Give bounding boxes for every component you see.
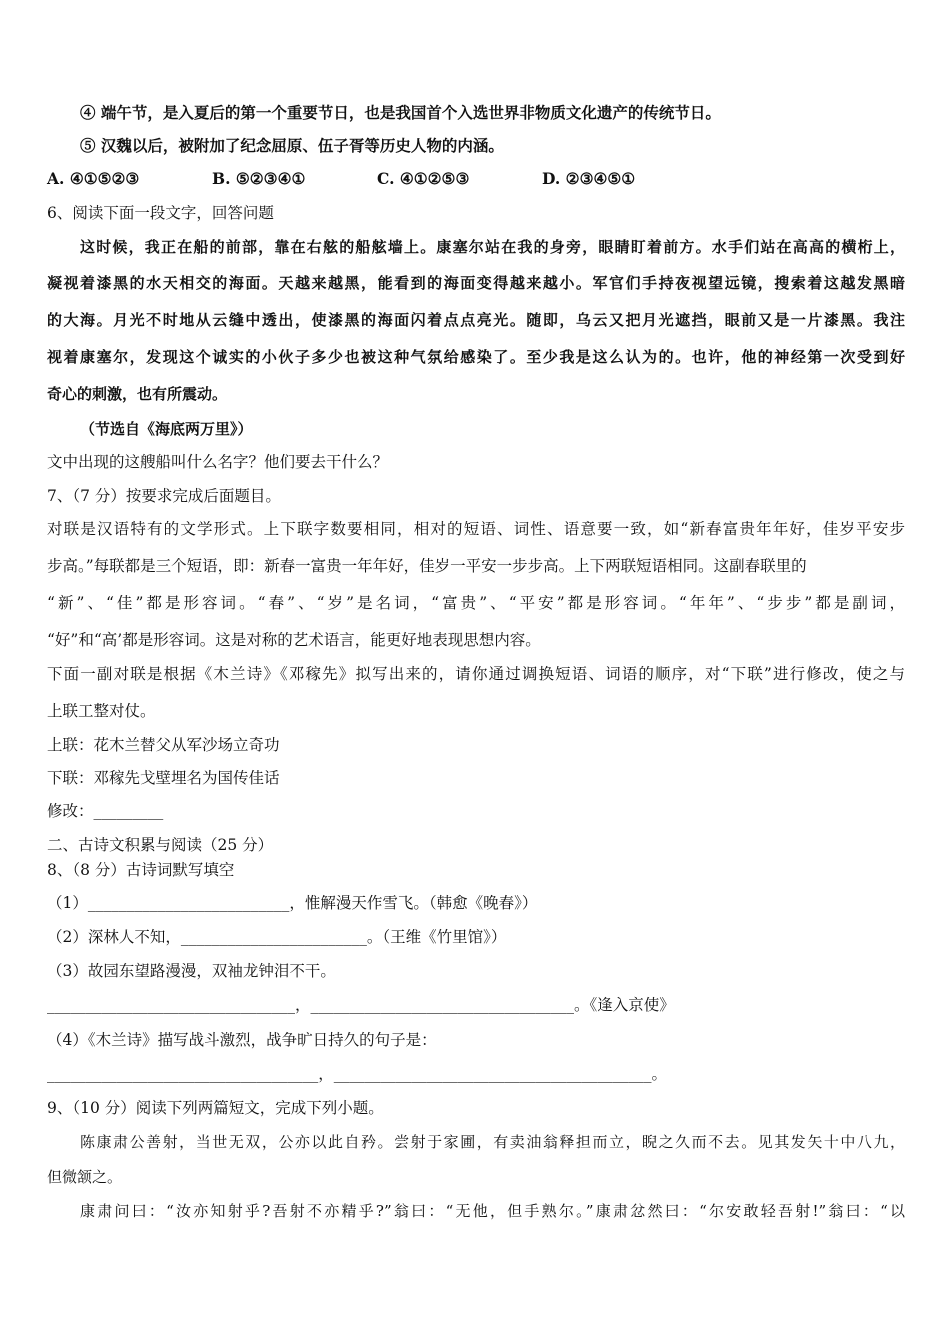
passage-source: （节选自《海底两万里》）: [80, 420, 253, 438]
section-heading: 二、古诗文积累与阅读（25 分）: [47, 836, 274, 854]
question-6-title: 6、阅读下面一段文字，回答问题: [47, 204, 274, 222]
answer-blank: 修改：_________: [47, 802, 164, 820]
fill-blank-line: ________________________________，__________________________________。《逢入京使》: [47, 996, 675, 1014]
option-c: C. ④①②⑤③: [377, 169, 470, 188]
option-d: D. ②③④⑤①: [542, 169, 636, 188]
fill-blank-line: （2）深林人不知，________________________。（王维《竹里馆》）: [47, 928, 507, 946]
couplet-lower: 下联：邓稼先戈壁埋名为国传佳话: [47, 769, 280, 787]
question-7-title: 7、（7 分）按要求完成后面题目。: [47, 487, 281, 505]
fill-blank-line: （4）《木兰诗》描写战斗激烈，战争旷日持久的句子是：: [47, 1031, 437, 1049]
fill-blank-line: （3）故园东望路漫漫，双袖龙钟泪不干。: [47, 962, 336, 980]
text-line: 上联工整对仗。: [47, 702, 156, 720]
passage-line: 的大海。月光不时地从云缝中透出，使漆黑的海面闪着点点亮光。随即，乌云又把月光遮挡，眼前又是一片漆黑。我注: [47, 311, 905, 329]
passage-line: 凝视着漆黑的水天相交的海面。天越来越黑，能看到的海面变得越来越小。军官们手持夜视望远镜，搜索着这越发黑暗: [47, 274, 905, 292]
text-line: “好”和“高’都是形容词。这是对称的艺术语言，能更好地表现思想内容。: [47, 631, 541, 649]
classical-text-line: 康肃问曰：“汝亦知射乎?吾射不亦精乎?”翁曰：“无他，但手熟尔。”康肃忿然曰：“尔安敢轻吾射!”翁曰：“以: [80, 1202, 905, 1220]
classical-text-line: 陈康肃公善射，当世无双，公亦以此自矜。尝射于家圃，有卖油翁释担而立，睨之久而不去。见其发矢十中八九，: [80, 1133, 905, 1151]
question-8-title: 8、（8 分）古诗词默写填空: [47, 861, 235, 879]
answer-options: [47, 168, 635, 190]
passage-line: 视着康塞尔，发现这个诚实的小伙子多少也被这种气氛给感染了。至少我是这么认为的。也许，他的神经第一次受到好: [47, 348, 905, 366]
text-line: 对联是汉语特有的文学形式。上下联字数要相同，相对的短语、词性、语意要一致，如“新春富贵年年好，佳岁平安步: [47, 520, 905, 538]
couplet-upper: 上联：花木兰替父从军沙场立奇功: [47, 736, 280, 754]
option-a: A. ④①⑤②③: [47, 169, 140, 188]
text-line: ④ 端午节，是入夏后的第一个重要节日，也是我国首个入选世界非物质文化遗产的传统节日。: [80, 103, 721, 122]
fill-blank-line: ___________________________________，_________________________________________。: [47, 1065, 668, 1083]
text-line: ⑤ 汉魏以后，被附加了纪念屈原、伍子胥等历史人物的内涵。: [80, 136, 504, 155]
classical-text-line: 但微颔之。: [47, 1168, 123, 1186]
fill-blank-line: （1）__________________________，惟解漫天作雪飞。（韩愈《晚春》）: [47, 894, 538, 912]
passage-line: 这时候，我正在船的前部，靠在右舷的船舷墙上。康塞尔站在我的身旁，眼睛盯着前方。水手们站在高高的横桁上，: [80, 238, 905, 256]
question-9-title: 9、（10 分）阅读下列两篇短文，完成下列小题。: [47, 1099, 384, 1117]
text-line: 下面一副对联是根据《木兰诗》《邓稼先》拟写出来的，请你通过调换短语、词语的顺序，对“下联”进行修改，使之与: [47, 665, 905, 683]
option-b: B. ⑤②③④①: [212, 169, 306, 188]
passage-line: 奇心的刺激，也有所震动。: [47, 385, 228, 403]
text-line: 步高。”每联都是三个短语，即：新春一富贵一年年好，佳岁一平安一步步高。上下两联短语相同。这副春联里的: [47, 557, 807, 575]
text-line: “新”、“佳”都是形容词。“春”、“岁”是名词，“富贵”、“平安”都是形容词。“年年”、“步步”都是副词，: [47, 594, 905, 612]
question-6-ask: 文中出现的这艘船叫什么名字？他们要去干什么？: [47, 453, 389, 471]
